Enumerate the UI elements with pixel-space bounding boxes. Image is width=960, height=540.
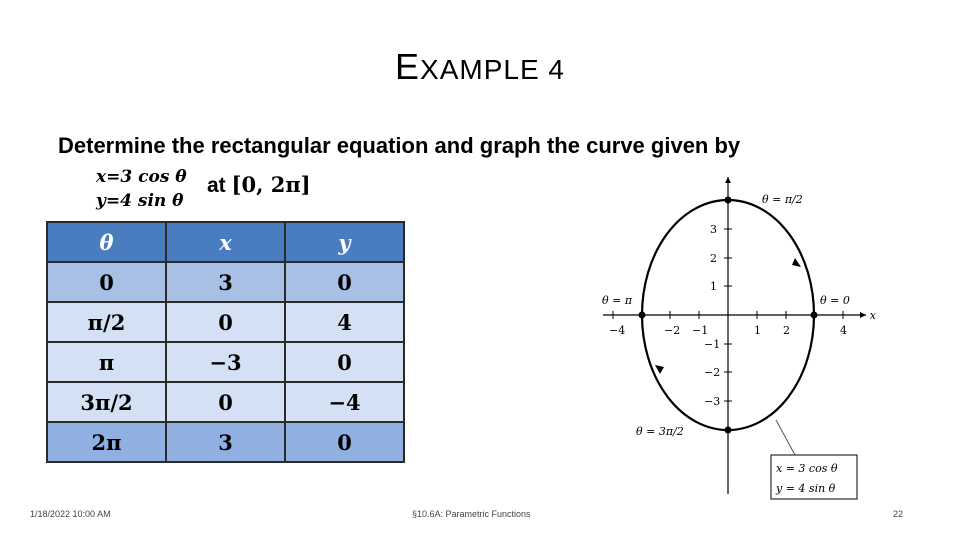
cell-y: −4 — [285, 382, 404, 422]
cell-y: 0 — [285, 422, 404, 462]
cell-y: 0 — [285, 342, 404, 382]
header-x: x — [166, 222, 285, 262]
table-row — [47, 262, 404, 302]
point-theta-pi — [639, 312, 646, 319]
cell-theta: π/2 — [47, 302, 166, 342]
cell-x: 0 — [166, 382, 285, 422]
y-tick-label: 1 — [710, 280, 717, 293]
title-rest: XAMPLE 4 — [420, 54, 565, 85]
table-row — [47, 382, 404, 422]
y-tick-label: 2 — [710, 252, 717, 265]
interval-text — [207, 172, 311, 198]
x-tick-label: −4 — [609, 324, 626, 337]
equation-y: y=4 sin θ — [96, 191, 184, 211]
footer-date: 1/18/2022 10:00 AM — [30, 509, 111, 519]
label-theta-pi: θ = π — [602, 294, 633, 307]
box-equation-y: y = 4 sin θ — [776, 482, 836, 495]
table-row — [47, 422, 404, 462]
slide-title — [0, 46, 960, 88]
label-theta-pi-over-2: θ = π/2 — [762, 193, 803, 206]
x-tick-label: 1 — [754, 324, 761, 337]
point-theta-3pi-over-2 — [725, 427, 732, 434]
point-theta-0 — [811, 312, 818, 319]
interval-value: [0, 2π] — [231, 172, 311, 197]
cell-theta: π — [47, 342, 166, 382]
cell-y: 0 — [285, 262, 404, 302]
at-label: at — [207, 174, 226, 197]
values-table — [46, 221, 405, 463]
y-tick-label: 3 — [710, 223, 717, 236]
cell-x: 3 — [166, 262, 285, 302]
cell-theta: 3π/2 — [47, 382, 166, 422]
table-row — [47, 302, 404, 342]
point-theta-pi-over-2 — [725, 197, 732, 204]
label-theta-3pi-over-2: θ = 3π/2 — [636, 425, 684, 438]
x-tick-label: −2 — [664, 324, 681, 337]
footer-page-number: 22 — [893, 509, 904, 519]
parametric-equations — [96, 165, 187, 213]
cell-theta: 2π — [47, 422, 166, 462]
cell-x: −3 — [166, 342, 285, 382]
y-tick-label: −3 — [704, 395, 721, 408]
x-axis-arrow-icon — [860, 312, 866, 318]
header-y: y — [285, 222, 404, 262]
direction-arrow-icon — [655, 365, 664, 374]
pointer-line — [776, 420, 795, 455]
y-tick-label: −1 — [704, 338, 721, 351]
y-tick-label: −2 — [704, 366, 721, 379]
table-header-row — [47, 222, 404, 262]
cell-x: 0 — [166, 302, 285, 342]
footer-section: §10.6A: Parametric Functions — [412, 509, 531, 519]
box-equation-x: x = 3 cos θ — [776, 462, 838, 475]
x-tick-label: 4 — [840, 324, 847, 337]
x-axis-label: x — [869, 309, 876, 322]
direction-arrow-icon — [792, 258, 801, 267]
cell-y: 4 — [285, 302, 404, 342]
cell-x: 3 — [166, 422, 285, 462]
cell-theta: 0 — [47, 262, 166, 302]
x-tick-label: −1 — [692, 324, 709, 337]
header-theta: θ — [47, 222, 166, 262]
table-row — [47, 342, 404, 382]
x-tick-label: 2 — [783, 324, 790, 337]
ellipse-graph — [598, 172, 876, 502]
prompt-text: Determine the rectangular equation and graph the curve given by — [58, 133, 741, 158]
title-first-letter: E — [395, 46, 421, 87]
label-theta-0: θ = 0 — [820, 294, 850, 307]
equation-x: x=3 cos θ — [96, 167, 187, 187]
y-axis-arrow-icon — [725, 177, 731, 183]
